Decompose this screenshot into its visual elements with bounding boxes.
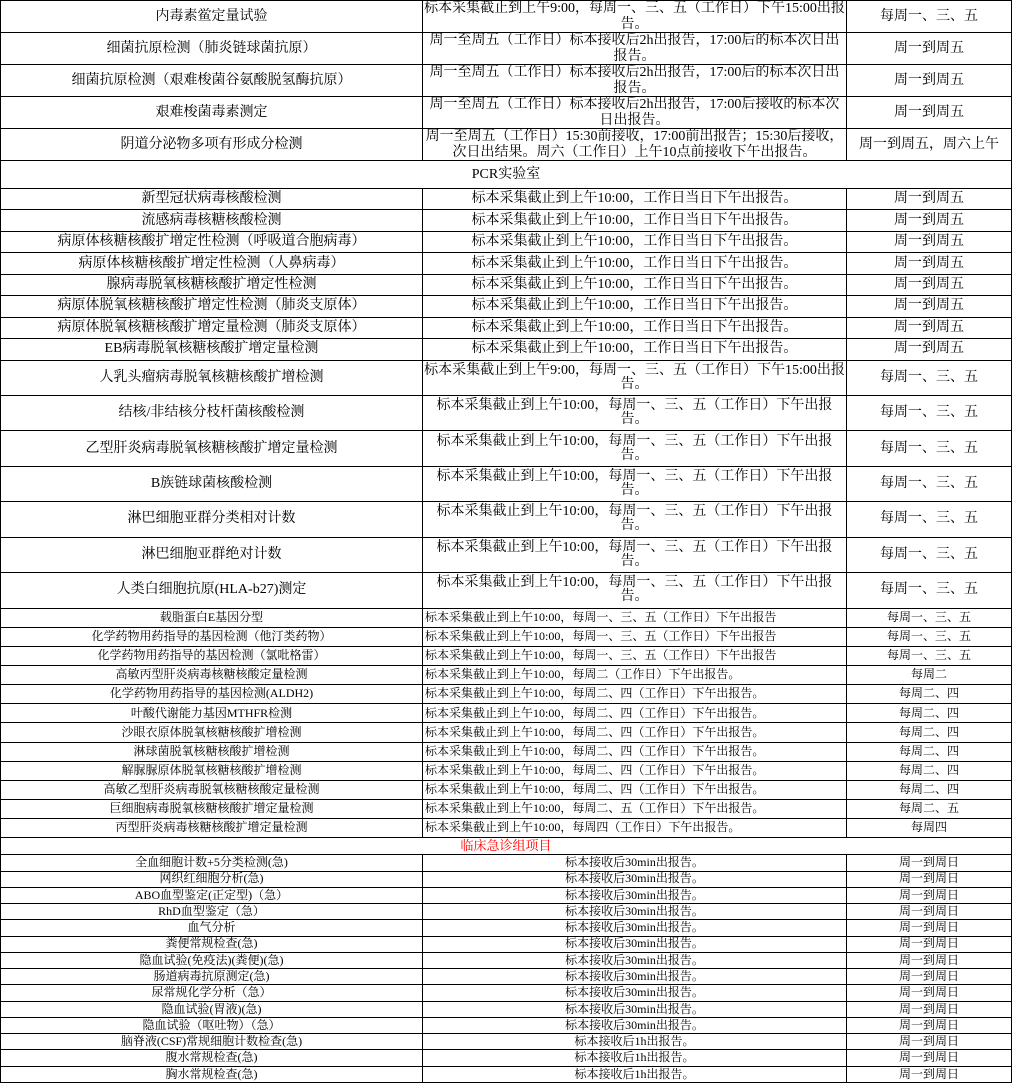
- report-days-cell: 每周二、四: [847, 685, 1012, 704]
- table-row: [1, 781, 1012, 800]
- table-row: [1, 1002, 1012, 1018]
- schedule-desc-cell: 标本接收后30min出报告。: [423, 1002, 847, 1018]
- table-row: [1, 937, 1012, 953]
- report-days-cell: 周一到周日: [847, 920, 1012, 936]
- report-days-cell: 周一到周日: [847, 1067, 1012, 1083]
- test-name-cell: 结核/非结核分枝杆菌核酸检测: [1, 396, 423, 431]
- table-row: [1, 232, 1012, 253]
- test-name-cell: 胸水常规检查(急): [1, 1067, 423, 1083]
- test-name-cell: ABO血型鉴定(正定型)（急）: [1, 888, 423, 904]
- test-name-cell: RhD血型鉴定（急）: [1, 904, 423, 920]
- schedule-desc-cell: 标本采集截止到上午10:00，每周一、三、五（工作日）下午出报告。: [423, 431, 847, 466]
- report-days-cell: 每周二、四: [847, 723, 1012, 742]
- report-days-cell: 周一到周五: [847, 275, 1012, 296]
- table-row: [1, 538, 1012, 573]
- table-row: [1, 647, 1012, 666]
- table-row: [1, 628, 1012, 647]
- test-name-cell: 新型冠状病毒核酸检测: [1, 189, 423, 210]
- table-row: [1, 361, 1012, 396]
- table-row: [1, 985, 1012, 1001]
- schedule-desc-cell: 周一至周五（工作日）标本接收后2h出报告，17:00后接收的标本次日出报告。: [423, 97, 847, 129]
- test-name-cell: 腺病毒脱氧核糖核酸扩增定性检测: [1, 275, 423, 296]
- table-row: [1, 1067, 1012, 1083]
- test-name-cell: 沙眼衣原体脱氧核糖核酸扩增检测: [1, 723, 423, 742]
- report-days-cell: 周一到周五: [847, 65, 1012, 97]
- table-row: [1, 819, 1012, 838]
- schedule-desc-cell: 标本采集截止到上午10:00，每周一、三、五（工作日）下午出报告。: [423, 467, 847, 502]
- schedule-desc-cell: 周一至周五（工作日）标本接收后2h出报告，17:00后的标本次日出报告。: [423, 65, 847, 97]
- table-row: [1, 762, 1012, 781]
- test-name-cell: EB病毒脱氧核糖核酸扩增定量检测: [1, 339, 423, 360]
- test-name-cell: 艰难梭菌毒素测定: [1, 97, 423, 129]
- schedule-desc-cell: 标本接收后30min出报告。: [423, 920, 847, 936]
- test-name-cell: 全血细胞计数+5分类检测(急): [1, 855, 423, 871]
- schedule-desc-cell: 标本采集截止到上午10:00，每周四（工作日）下午出报告。: [423, 819, 847, 838]
- test-name-cell: 粪便常规检查(急): [1, 937, 423, 953]
- table-row: [1, 1018, 1012, 1034]
- test-name-cell: 人乳头瘤病毒脱氧核糖核酸扩增检测: [1, 361, 423, 396]
- test-name-cell: 隐血试验(胃液)(急): [1, 1002, 423, 1018]
- table-row: [1, 800, 1012, 819]
- table-section-group-b: [1, 189, 1012, 609]
- table-row: [1, 129, 1012, 161]
- report-days-cell: 周一到周日: [847, 1002, 1012, 1018]
- test-name-cell: 淋球菌脱氧核糖核酸扩增检测: [1, 743, 423, 762]
- report-days-cell: 周一到周日: [847, 888, 1012, 904]
- table-row: [1, 339, 1012, 360]
- schedule-desc-cell: 标本采集截止到上午10:00，每周一、三、五（工作日）下午出报告。: [423, 573, 847, 608]
- report-days-cell: 周一到周日: [847, 953, 1012, 969]
- test-name-cell: 巨细胞病毒脱氧核糖核酸扩增定量检测: [1, 800, 423, 819]
- test-name-cell: 病原体核糖核酸扩增定性检测（呼吸道合胞病毒）: [1, 232, 423, 253]
- report-days-cell: 每周一、三、五: [847, 431, 1012, 466]
- test-name-cell: 腹水常规检查(急): [1, 1050, 423, 1066]
- schedule-desc-cell: 标本接收后1h出报告。: [423, 1067, 847, 1083]
- test-name-cell: 解脲脲原体脱氧核糖核酸扩增检测: [1, 762, 423, 781]
- schedule-desc-cell: 标本采集截止到上午10:00，每周二、四（工作日）下午出报告。: [423, 685, 847, 704]
- report-days-cell: 每周一、三、五: [847, 396, 1012, 431]
- table-row: [1, 502, 1012, 537]
- test-name-cell: 血气分析: [1, 920, 423, 936]
- report-days-cell: 周一到周日: [847, 1018, 1012, 1034]
- test-name-cell: 化学药物用药指导的基因检测(ALDH2): [1, 685, 423, 704]
- report-days-cell: 周一到周日: [847, 872, 1012, 888]
- table-row: [1, 396, 1012, 431]
- schedule-desc-cell: 标本采集截止到上午10:00，工作日当日下午出报告。: [423, 210, 847, 231]
- table-row: [1, 723, 1012, 742]
- schedule-desc-cell: 标本接收后1h出报告。: [423, 1050, 847, 1066]
- table-row: [1, 33, 1012, 65]
- schedule-desc-cell: 标本采集截止到上午10:00，每周二（工作日）下午出报告。: [423, 666, 847, 685]
- report-days-cell: 周一到周五: [847, 189, 1012, 210]
- test-name-cell: 乙型肝炎病毒脱氧核糖核酸扩增定量检测: [1, 431, 423, 466]
- table-row: [1, 1050, 1012, 1066]
- section-header-label: PCR实验室: [1, 161, 1012, 189]
- test-name-cell: 淋巴细胞亚群绝对计数: [1, 538, 423, 573]
- schedule-desc-cell: 标本接收后30min出报告。: [423, 969, 847, 985]
- report-days-cell: 周一到周日: [847, 1034, 1012, 1050]
- table-row: [1, 296, 1012, 317]
- table-section-group-d: [1, 855, 1012, 1083]
- schedule-desc-cell: 标本接收后30min出报告。: [423, 1018, 847, 1034]
- schedule-desc-cell: 标本采集截止到上午10:00，每周一、三、五（工作日）下午出报告: [423, 647, 847, 666]
- report-days-cell: 周一到周五: [847, 339, 1012, 360]
- table-row: [1, 431, 1012, 466]
- table-row: [1, 920, 1012, 936]
- schedule-desc-cell: 标本采集截止到上午9:00，每周一、三、五（工作日）下午15:00出报告。: [423, 1, 847, 33]
- schedule-desc-cell: 周一至周五（工作日）15:30前接收，17:00前出报告；15:30后接收，次日出结果。周六（工作日）上午10点前接收下午出报告。: [423, 129, 847, 161]
- report-days-cell: 每周四: [847, 819, 1012, 838]
- test-name-cell: 内毒素鲎定量试验: [1, 1, 423, 33]
- schedule-desc-cell: 标本接收后30min出报告。: [423, 855, 847, 871]
- report-days-cell: 每周二、四: [847, 781, 1012, 800]
- schedule-desc-cell: 标本采集截止到上午10:00，每周一、三、五（工作日）下午出报告: [423, 628, 847, 647]
- schedule-desc-cell: 标本采集截止到上午10:00，每周一、三、五（工作日）下午出报告: [423, 609, 847, 628]
- table-row: [1, 872, 1012, 888]
- report-days-cell: 周一到周五: [847, 318, 1012, 339]
- schedule-desc-cell: 标本采集截止到上午10:00，每周一、三、五（工作日）下午出报告。: [423, 502, 847, 537]
- schedule-desc-cell: 标本接收后30min出报告。: [423, 888, 847, 904]
- schedule-desc-cell: 标本接收后1h出报告。: [423, 1034, 847, 1050]
- section-header-emergency: [1, 838, 1012, 855]
- schedule-desc-cell: 标本采集截止到上午10:00，工作日当日下午出报告。: [423, 253, 847, 274]
- table-section-group-a: [1, 1, 1012, 161]
- table-section-group-c: [1, 609, 1012, 839]
- test-name-cell: 叶酸代谢能力基因MTHFR检测: [1, 704, 423, 723]
- table-row: [1, 609, 1012, 628]
- test-name-cell: 网织红细胞分析(急): [1, 872, 423, 888]
- report-days-cell: 每周一、三、五: [847, 609, 1012, 628]
- report-days-cell: 周一到周五: [847, 232, 1012, 253]
- table-row: [1, 953, 1012, 969]
- report-days-cell: 每周二、四: [847, 743, 1012, 762]
- report-days-cell: 每周一、三、五: [847, 1, 1012, 33]
- test-name-cell: 病原体脱氧核糖核酸扩增定量检测（肺炎支原体）: [1, 318, 423, 339]
- schedule-desc-cell: 标本接收后30min出报告。: [423, 985, 847, 1001]
- test-name-cell: 淋巴细胞亚群分类相对计数: [1, 502, 423, 537]
- schedule-desc-cell: 标本采集截止到上午10:00，每周一、三、五（工作日）下午出报告。: [423, 396, 847, 431]
- schedule-desc-cell: 标本采集截止到上午10:00，每周二、五（工作日）下午出报告。: [423, 800, 847, 819]
- table-row: [1, 275, 1012, 296]
- table-row: [1, 888, 1012, 904]
- report-days-cell: 周一到周五: [847, 210, 1012, 231]
- table-row: [1, 855, 1012, 871]
- report-days-cell: 每周二、四: [847, 704, 1012, 723]
- report-days-cell: 周一到周五，周六上午: [847, 129, 1012, 161]
- table-row: [1, 65, 1012, 97]
- report-days-cell: 周一到周日: [847, 1050, 1012, 1066]
- test-name-cell: 阴道分泌物多项有形成分检测: [1, 129, 423, 161]
- table-row: [1, 704, 1012, 723]
- report-days-cell: 每周一、三、五: [847, 502, 1012, 537]
- table-row: [1, 467, 1012, 502]
- test-name-cell: 病原体核糖核酸扩增定性检测（人鼻病毒）: [1, 253, 423, 274]
- report-days-cell: 每周二、五: [847, 800, 1012, 819]
- test-name-cell: B族链球菌核酸检测: [1, 467, 423, 502]
- test-name-cell: 尿常规化学分析（急）: [1, 985, 423, 1001]
- table-row: [1, 969, 1012, 985]
- report-days-cell: 周一到周五: [847, 97, 1012, 129]
- section-header-pcr: [1, 161, 1012, 189]
- schedule-desc-cell: 标本采集截止到上午10:00，每周二、四（工作日）下午出报告。: [423, 743, 847, 762]
- table-row: [1, 743, 1012, 762]
- table-row: [1, 97, 1012, 129]
- schedule-desc-cell: 标本接收后30min出报告。: [423, 872, 847, 888]
- test-name-cell: 载脂蛋白E基因分型: [1, 609, 423, 628]
- schedule-desc-cell: 标本采集截止到上午10:00，每周二、四（工作日）下午出报告。: [423, 762, 847, 781]
- report-days-cell: 每周一、三、五: [847, 628, 1012, 647]
- test-name-cell: 隐血试验(免疫法)(粪便)(急): [1, 953, 423, 969]
- test-name-cell: 丙型肝炎病毒核糖核酸扩增定量检测: [1, 819, 423, 838]
- report-days-cell: 每周一、三、五: [847, 647, 1012, 666]
- test-name-cell: 细菌抗原检测（肺炎链球菌抗原）: [1, 33, 423, 65]
- schedule-desc-cell: 标本采集截止到上午10:00，工作日当日下午出报告。: [423, 189, 847, 210]
- report-days-cell: 每周一、三、五: [847, 573, 1012, 608]
- report-days-cell: 每周二、四: [847, 762, 1012, 781]
- test-name-cell: 病原体脱氧核糖核酸扩增定性检测（肺炎支原体）: [1, 296, 423, 317]
- report-days-cell: 每周一、三、五: [847, 361, 1012, 396]
- schedule-desc-cell: 标本采集截止到上午10:00，工作日当日下午出报告。: [423, 275, 847, 296]
- schedule-desc-cell: 标本采集截止到上午10:00，工作日当日下午出报告。: [423, 339, 847, 360]
- table-row: [1, 573, 1012, 608]
- schedule-desc-cell: 标本接收后30min出报告。: [423, 953, 847, 969]
- report-days-cell: 每周二: [847, 666, 1012, 685]
- report-days-cell: 周一到周日: [847, 904, 1012, 920]
- schedule-desc-cell: 标本接收后30min出报告。: [423, 937, 847, 953]
- table-row: [1, 253, 1012, 274]
- schedule-desc-cell: 标本采集截止到上午10:00，工作日当日下午出报告。: [423, 318, 847, 339]
- test-name-cell: 化学药物用药指导的基因检测（氯吡格雷）: [1, 647, 423, 666]
- table-row: [1, 666, 1012, 685]
- schedule-desc-cell: 标本采集截止到上午10:00，每周一、三、五（工作日）下午出报告。: [423, 538, 847, 573]
- schedule-desc-cell: 标本采集截止到上午10:00，每周二、四（工作日）下午出报告。: [423, 704, 847, 723]
- schedule-desc-cell: 标本采集截止到上午10:00，工作日当日下午出报告。: [423, 232, 847, 253]
- report-days-cell: 周一到周日: [847, 985, 1012, 1001]
- test-name-cell: 化学药物用药指导的基因检测（他汀类药物）: [1, 628, 423, 647]
- table-row: [1, 685, 1012, 704]
- report-days-cell: 周一到周日: [847, 937, 1012, 953]
- test-name-cell: 人类白细胞抗原(HLA-b27)测定: [1, 573, 423, 608]
- report-days-cell: 周一到周日: [847, 969, 1012, 985]
- report-days-cell: 周一到周五: [847, 253, 1012, 274]
- schedule-desc-cell: 标本接收后30min出报告。: [423, 904, 847, 920]
- report-days-cell: 周一到周日: [847, 855, 1012, 871]
- report-days-cell: 每周一、三、五: [847, 538, 1012, 573]
- test-name-cell: 细菌抗原检测（艰难梭菌谷氨酸脱氢酶抗原）: [1, 65, 423, 97]
- schedule-desc-cell: 周一至周五（工作日）标本接收后2h出报告，17:00后的标本次日出报告。: [423, 33, 847, 65]
- table-row: [1, 318, 1012, 339]
- test-name-cell: 脑脊液(CSF)常规细胞计数检查(急): [1, 1034, 423, 1050]
- table-row: [1, 904, 1012, 920]
- table-row: [1, 1, 1012, 33]
- test-name-cell: 流感病毒核糖核酸检测: [1, 210, 423, 231]
- test-name-cell: 高敏丙型肝炎病毒核糖核酸定量检测: [1, 666, 423, 685]
- schedule-desc-cell: 标本采集截止到上午10:00，工作日当日下午出报告。: [423, 296, 847, 317]
- report-days-cell: 周一到周五: [847, 296, 1012, 317]
- table-row: [1, 210, 1012, 231]
- table-row: [1, 1034, 1012, 1050]
- report-days-cell: 每周一、三、五: [847, 467, 1012, 502]
- schedule-desc-cell: 标本采集截止到上午10:00，每周二、四（工作日）下午出报告。: [423, 723, 847, 742]
- schedule-desc-cell: 标本采集截止到上午9:00，每周一、三、五（工作日）下午15:00出报告。: [423, 361, 847, 396]
- schedule-desc-cell: 标本采集截止到上午10:00，每周二、四（工作日）下午出报告。: [423, 781, 847, 800]
- test-name-cell: 高敏乙型肝炎病毒脱氧核糖核酸定量检测: [1, 781, 423, 800]
- test-name-cell: 隐血试验（呕吐物）（急）: [1, 1018, 423, 1034]
- report-days-cell: 周一到周五: [847, 33, 1012, 65]
- section-header-label: 临床急诊组项目: [1, 838, 1012, 855]
- table-row: [1, 189, 1012, 210]
- test-name-cell: 肠道病毒抗原测定(急): [1, 969, 423, 985]
